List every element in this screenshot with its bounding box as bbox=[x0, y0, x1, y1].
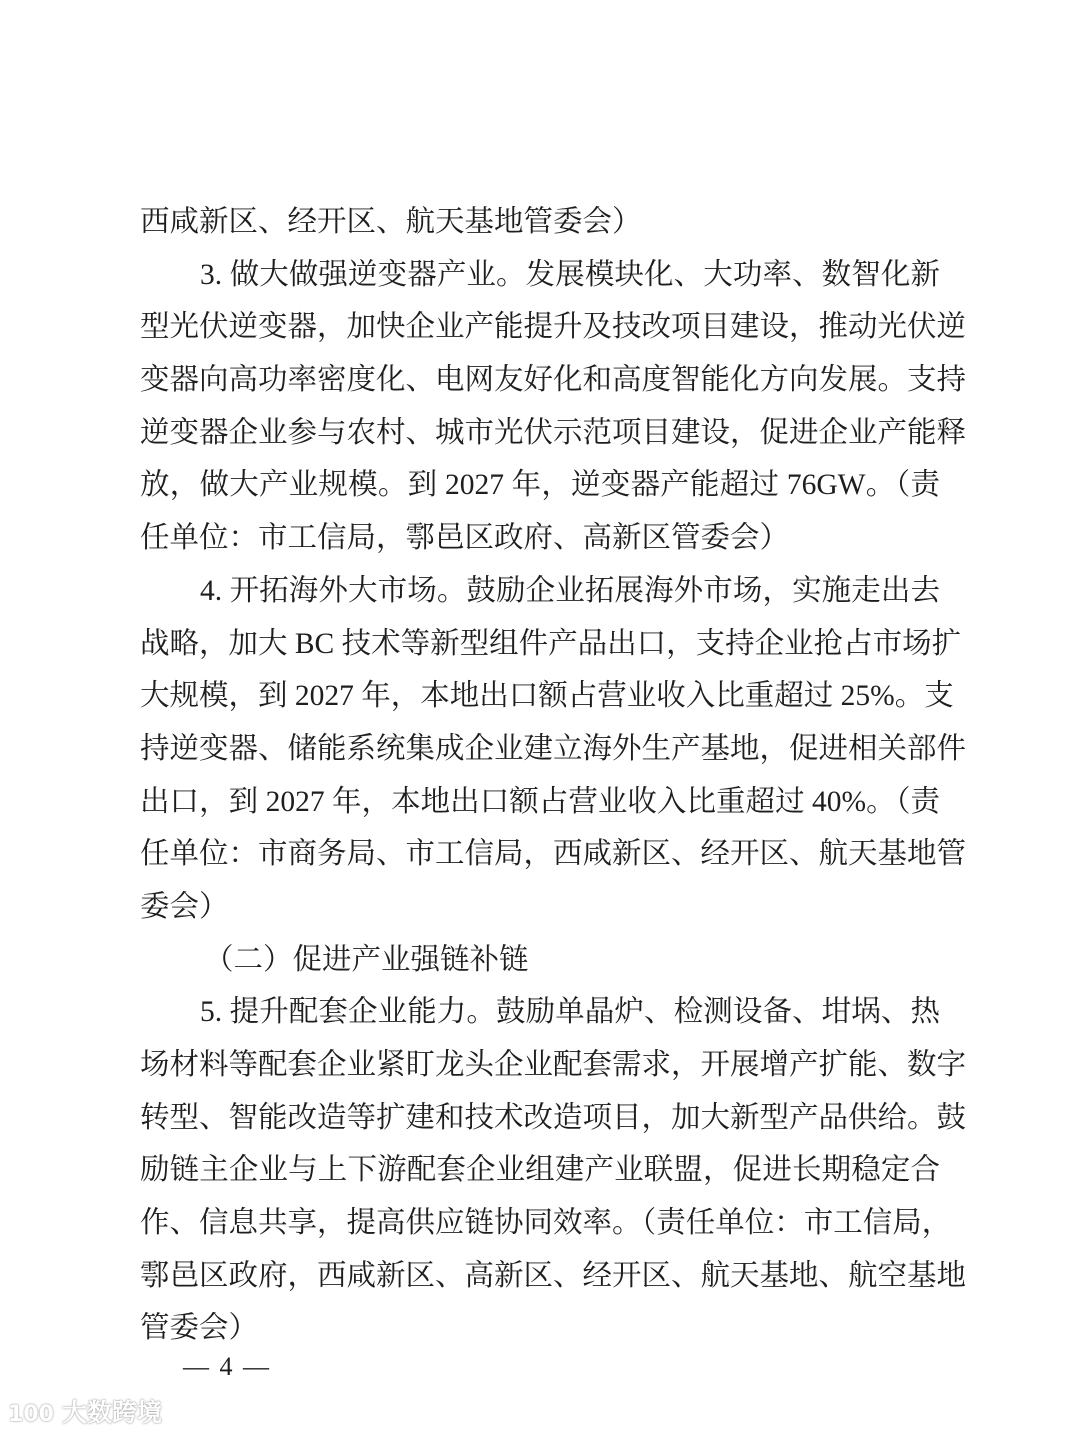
watermark-logo: 100 bbox=[8, 1402, 54, 1427]
text-line: 出口，到 2027 年，本地出口额占营业收入比重超过 40%。（责 bbox=[140, 785, 940, 818]
page-number: — 4 — bbox=[183, 1352, 271, 1381]
text-line: 转型、智能改造等扩建和技术改造项目，加大新型产品供给。鼓 bbox=[140, 1101, 967, 1134]
paragraph bbox=[140, 196, 940, 249]
paragraph bbox=[140, 249, 967, 565]
text-line: 任单位：市工信局，鄠邑区政府、高新区管委会） bbox=[140, 522, 790, 555]
watermark-text: 大数跨境 bbox=[61, 1398, 162, 1427]
text-line: 鄠邑区政府，西咸新区、高新区、经开区、航天基地、航空基地 bbox=[140, 1259, 967, 1292]
text-line: 西咸新区、经开区、航天基地管委会） bbox=[140, 206, 642, 238]
watermark bbox=[8, 1393, 162, 1429]
text-line: 型光伏逆变器，加快企业产能提升及技改项目建设，推动光伏逆 bbox=[140, 311, 967, 344]
text-line: 变器向高功率密度化、电网友好化和高度智能化方向发展。支持 bbox=[140, 364, 967, 397]
text-line: 逆变器企业参与农村、城市光伏示范项目建设，促进企业产能释 bbox=[140, 416, 967, 449]
section-heading bbox=[140, 934, 940, 987]
text-line: 大规模，到 2027 年，本地出口额占营业收入比重超过 25%。支 bbox=[140, 680, 954, 713]
paragraph bbox=[140, 565, 967, 934]
text-line: 励链主企业与上下游配套企业组建产业联盟，促进长期稳定合 bbox=[140, 1154, 940, 1187]
text-line: 战略，加大 BC 技术等新型组件产品出口，支持企业抢占市场扩 bbox=[140, 627, 962, 660]
text-line: 4. 开拓海外大市场。鼓励企业拓展海外市场，实施走出去 bbox=[200, 574, 940, 607]
text-line: （二）促进产业强链补链 bbox=[204, 943, 529, 976]
text-line: 场材料等配套企业紧盯龙头企业配套需求，开展增产扩能、数字 bbox=[140, 1049, 967, 1081]
text-line: 5. 提升配套企业能力。鼓励单晶炉、检测设备、坩埚、热 bbox=[200, 996, 940, 1029]
text-line: 放，做大产业规模。到 2027 年，逆变器产能超过 76GW。（责 bbox=[140, 469, 940, 502]
text-line: 委会） bbox=[140, 890, 229, 923]
text-line: 管委会） bbox=[140, 1312, 259, 1345]
document-body bbox=[140, 196, 967, 1355]
text-line: 作、信息共享，提高供应链协同效率。（责任单位：市工信局， bbox=[140, 1207, 952, 1240]
text-line: 持逆变器、储能系统集成企业建立海外生产基地，促进相关部件 bbox=[140, 732, 967, 765]
paragraph bbox=[140, 986, 967, 1355]
text-line: 3. 做大做强逆变器产业。发展模块化、大功率、数智化新 bbox=[200, 258, 940, 291]
text-line: 任单位：市商务局、市工信局，西咸新区、经开区、航天基地管 bbox=[140, 838, 967, 871]
